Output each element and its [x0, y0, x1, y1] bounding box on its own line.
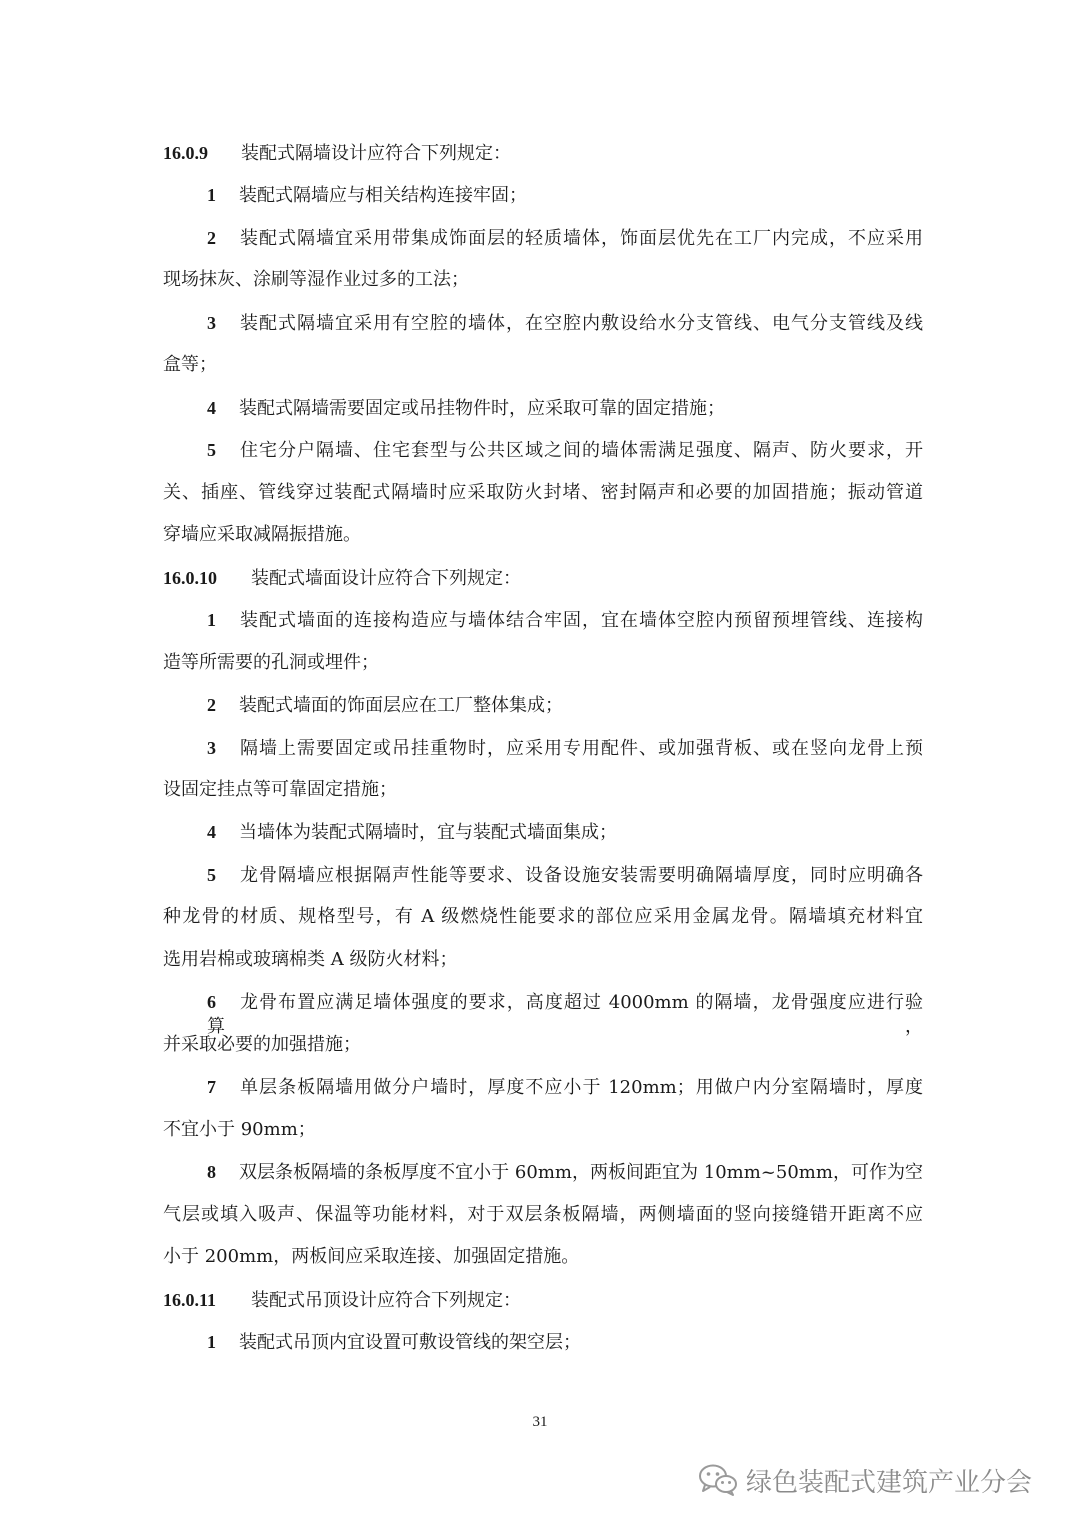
list-item	[207, 183, 923, 208]
item-number: 1	[207, 610, 216, 630]
item-continuation: 关、插座、管线穿过装配式隔墙时应采取防火封堵、密封隔声和必要的加固措施；振动管道	[163, 482, 923, 503]
item-text: 双层条板隔墙的条板厚度不宜小于 60mm，两板间距宜为 10mm~50mm，可作为空	[239, 1162, 923, 1183]
item-number: 4	[207, 398, 216, 418]
list-item	[207, 1160, 923, 1185]
item-number: 5	[207, 440, 216, 460]
list-item	[207, 820, 923, 845]
item-continuation: 设固定挂点等可靠固定措施；	[163, 779, 397, 800]
list-item	[207, 693, 923, 718]
item-continuation: 并采取必要的加强措施；	[163, 1034, 361, 1055]
item-continuation: 现场抹灰、涂刷等湿作业过多的工法；	[163, 269, 469, 290]
section-title: 装配式隔墙设计应符合下列规定：	[241, 143, 511, 164]
list-item	[207, 438, 923, 463]
item-number: 3	[207, 313, 216, 333]
item-number: 1	[207, 1332, 216, 1352]
item-text: 装配式隔墙应与相关结构连接牢固；	[239, 185, 527, 206]
list-item	[207, 863, 923, 888]
item-continuation: 小于 200mm，两板间应采取连接、加强固定措施。	[163, 1246, 580, 1267]
wechat-icon	[698, 1463, 738, 1497]
item-text: 龙骨隔墙应根据隔声性能等要求、设备设施安装需要明确隔墙厚度，同时应明确各	[239, 865, 923, 886]
list-item	[207, 736, 923, 761]
item-continuation: 气层或填入吸声、保温等功能材料，对于双层条板隔墙，两侧墙面的竖向接缝错开距离不应	[163, 1204, 923, 1225]
item-text: 装配式隔墙宜采用有空腔的墙体，在空腔内敷设给水分支管线、电气分支管线及线	[239, 313, 923, 334]
section-heading-16-0-10	[163, 566, 923, 591]
page-number: 31	[532, 1414, 548, 1430]
list-item	[207, 311, 923, 336]
section-number: 16.0.9	[163, 143, 208, 163]
item-number: 5	[207, 865, 216, 885]
item-text: 住宅分户隔墙、住宅套型与公共区域之间的墙体需满足强度、隔声、防火要求，开	[239, 440, 923, 461]
section-number: 16.0.11	[163, 1290, 217, 1310]
item-number: 6	[207, 992, 216, 1012]
section-title: 装配式墙面设计应符合下列规定：	[251, 568, 521, 589]
item-text: 当墙体为装配式隔墙时，宜与装配式墙面集成；	[239, 822, 617, 843]
item-number: 4	[207, 822, 216, 842]
item-number: 3	[207, 738, 216, 758]
item-text: 隔墙上需要固定或吊挂重物时，应采用专用配件、或加强背板、或在竖向龙骨上预	[239, 738, 923, 759]
item-text: 装配式隔墙需要固定或吊挂物件时，应采取可靠的固定措施；	[239, 398, 725, 419]
item-text: 龙骨布置应满足墙体强度的要求，高度超过 4000mm 的隔墙，龙骨强度应进行验算，	[207, 992, 923, 1037]
item-continuation: 选用岩棉或玻璃棉类 A 级防火材料；	[163, 949, 458, 970]
item-text: 装配式墙面的连接构造应与墙体结合牢固，宜在墙体空腔内预留预埋管线、连接构	[239, 610, 923, 631]
list-item	[207, 608, 923, 633]
item-text: 装配式吊顶内宜设置可敷设管线的架空层；	[239, 1332, 581, 1353]
item-number: 1	[207, 185, 216, 205]
section-heading-16-0-11	[163, 1288, 923, 1313]
section-heading-16-0-9	[163, 141, 923, 166]
item-text: 单层条板隔墙用做分户墙时，厚度不应小于 120mm；用做户内分室隔墙时，厚度	[239, 1077, 923, 1098]
item-text: 装配式隔墙宜采用带集成饰面层的轻质墙体，饰面层优先在工厂内完成，不应采用	[239, 228, 923, 249]
list-item	[207, 1075, 923, 1100]
item-continuation: 造等所需要的孔洞或埋件；	[163, 652, 379, 673]
item-continuation: 种龙骨的材质、规格型号，有 A 级燃烧性能要求的部位应采用金属龙骨。隔墙填充材料宜	[163, 906, 923, 927]
list-item	[207, 1330, 923, 1355]
item-text: 装配式墙面的饰面层应在工厂整体集成；	[239, 695, 563, 716]
item-number: 7	[207, 1077, 216, 1097]
list-item	[207, 396, 923, 421]
item-continuation: 不宜小于 90mm；	[163, 1119, 316, 1140]
item-continuation: 穿墙应采取减隔振措施。	[163, 524, 361, 545]
watermark-text: 绿色装配式建筑产业分会	[746, 1467, 1033, 1498]
watermark	[698, 1460, 1032, 1500]
list-item	[207, 226, 923, 251]
item-continuation: 盒等；	[163, 354, 217, 375]
item-number: 8	[207, 1162, 216, 1182]
item-number: 2	[207, 695, 216, 715]
section-number: 16.0.10	[163, 568, 217, 588]
list-item	[207, 990, 923, 1039]
item-number: 2	[207, 228, 216, 248]
section-title: 装配式吊顶设计应符合下列规定：	[251, 1290, 521, 1311]
